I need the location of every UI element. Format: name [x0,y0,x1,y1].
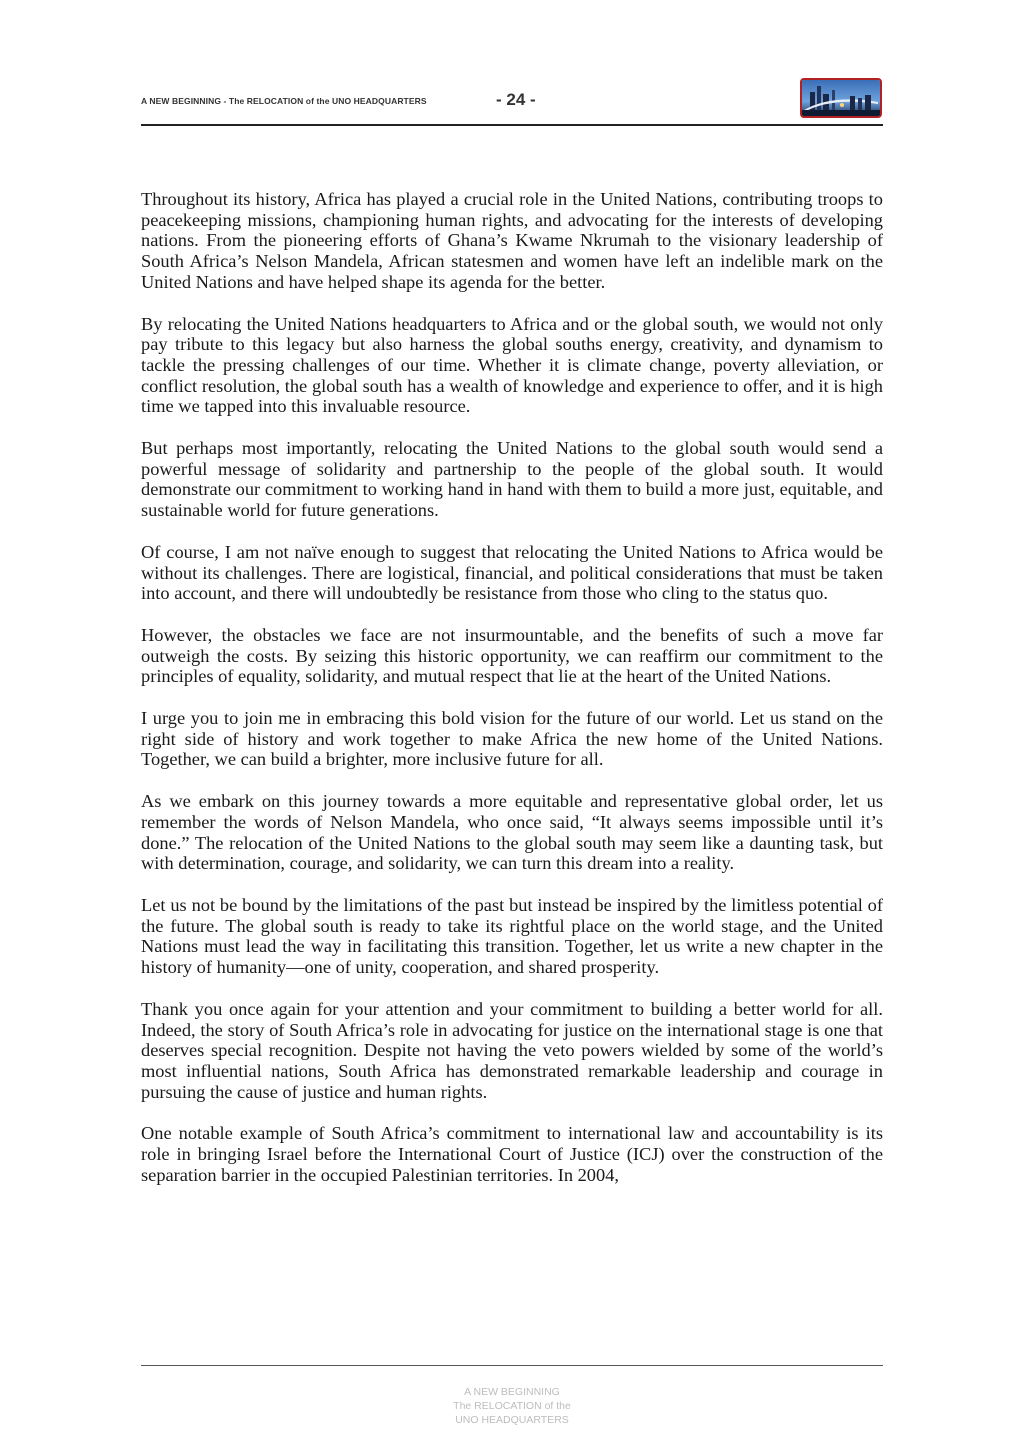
footer-divider [141,1365,883,1366]
paragraph: By relocating the United Nations headquarters to Africa and or the global south, we would not only pay tribute to this legacy but also harness the global souths energy, creativity, and dynamism to tackle the pressing challenges of our time. Whether it is climate change, poverty alleviation, or conflict resolution, the global south has a wealth of knowledge and experience to offer, and it is high time we tapped into this invaluable resource. [141,313,883,417]
paragraph: I urge you to join me in embracing this bold vision for the future of our world. Let us stand on the right side of history and work together to make Africa the new home of the United Nations. Together, we can build a brighter, more inclusive future for all. [141,708,883,770]
paragraph: Of course, I am not naïve enough to suggest that relocating the United Nations to Africa would be without its challenges. There are logistical, financial, and political considerations that must be taken into account, and there will undoubtedly be resistance from those who cling to the status quo. [141,541,883,604]
page-number: - 24 - [496,90,536,109]
paragraph: Let us not be bound by the limitations of the past but instead be inspired by the limitless potential of the future. The global south is ready to take its rightful place on the world stage, and the United Nations must lead the way in facilitating this transition. Together, let us write a new chapter in the history of humanity—one of unity, cooperation, and shared prosperity. [141,894,883,978]
paragraph: However, the obstacles we face are not insurmountable, and the benefits of such a move far outweigh the costs. By seizing this historic opportunity, we can reaffirm our commitment to the principles of equality, solidarity, and mutual respect that lie at the heart of the United Nations. [141,624,883,687]
footer-line: The RELOCATION of the [453,1400,571,1412]
paragraph: One notable example of South Africa’s commitment to international law and accountability is its role in bringing Israel before the International Court of Justice (ICJ) over the construction of the separation barrier in the occupied Palestinian territories. In 2004, [141,1123,883,1185]
running-title: A NEW BEGINNING - The RELOCATION of the UNO HEADQUARTERS [141,96,427,106]
footer-line: UNO HEADQUARTERS [455,1414,569,1426]
paragraph: But perhaps most importantly, relocating the United Nations to the global south would send a powerful message of solidarity and partnership to the people of the global south. It would demonstrate our commitment to working hand in hand with them to build a more just, equitable, and sustainable world for future generations. [141,438,883,521]
page-header [141,78,883,126]
footer-line: A NEW BEGINNING [464,1386,560,1398]
paragraph: Thank you once again for your attention and your commitment to building a better world for all. Indeed, the story of South Africa’s role in advocating for justice on the international stage is one that deserves special recognition. Despite not having the veto powers wielded by some of the world’s most influential nations, South Africa has demonstrated remarkable leadership and courage in pursuing the cause of justice and human rights. [141,998,883,1102]
header-divider [141,124,883,126]
header-city-image [800,78,882,118]
page-footer [0,1385,1024,1427]
body-text [141,189,883,1206]
paragraph: As we embark on this journey towards a more equitable and representative global order, let us remember the words of Nelson Mandela, who once said, “It always seems impossible until it’s done.” The relocation of the United Nations to the global south may seem like a daunting task, but with determination, courage, and solidarity, we can turn this dream into a reality. [141,791,883,874]
paragraph: Throughout its history, Africa has played a crucial role in the United Nations, contributing troops to peacekeeping missions, championing human rights, and advocating for the interests of developing nations. From the pioneering efforts of Ghana’s Kwame Nkrumah to the visionary leadership of South Africa’s Nelson Mandela, African statesmen and women have left an indelible mark on the United Nations and have helped shape its agenda for the better. [141,189,883,292]
